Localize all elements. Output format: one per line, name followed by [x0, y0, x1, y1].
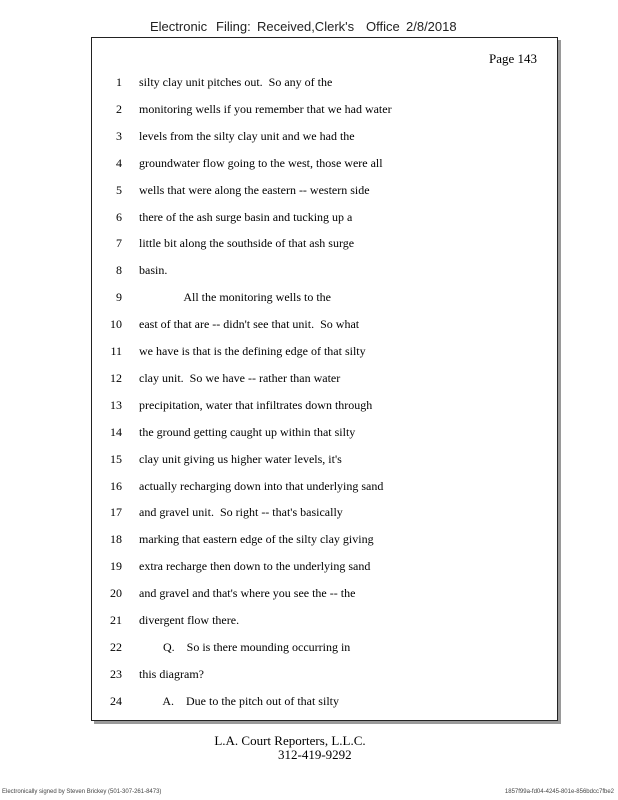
line-number: 16 — [110, 478, 122, 493]
electronic-signature-note: Electronically signed by Steven Brickey (501-307-261-8473) — [2, 789, 162, 795]
line-text: A. Due to the pitch out of that silty — [139, 693, 339, 708]
line-number: 9 — [116, 290, 122, 305]
page-number: Page 143 — [488, 51, 537, 66]
reporter-phone: 312-419-9292 — [278, 747, 352, 762]
line-text: basin. — [139, 263, 168, 278]
line-text: extra recharge then down to the underlying sand — [139, 559, 371, 574]
line-text: this diagram? — [139, 666, 204, 681]
line-number: 11 — [110, 344, 122, 358]
filing-header-filing: Filing: — [216, 19, 251, 34]
transcript-line — [92, 99, 557, 119]
line-text: wells that were along the eastern -- western side — [139, 182, 370, 197]
line-text: the ground getting caught up within that silty — [139, 424, 356, 439]
line-number: 2 — [116, 101, 122, 116]
line-number: 18 — [110, 532, 122, 547]
transcript-line — [92, 233, 557, 253]
line-number: 19 — [110, 559, 122, 574]
line-text: east of that are -- didn't see that unit. So what — [139, 317, 360, 332]
line-number: 24 — [110, 693, 122, 708]
transcript-line — [92, 502, 557, 522]
line-text: Q. So is there mounding occurring in — [139, 639, 351, 654]
line-number: 6 — [116, 209, 122, 224]
transcript-line — [92, 287, 557, 307]
line-text: clay unit giving us higher water levels, it's — [139, 451, 342, 466]
transcript-page — [91, 37, 558, 721]
line-text: silty clay unit pitches out. So any of the — [139, 75, 333, 89]
line-text: and gravel unit. So right -- that's basically — [139, 505, 343, 520]
line-number: 10 — [110, 317, 122, 332]
line-text: levels from the silty clay unit and we had the — [139, 128, 355, 143]
line-text: divergent flow there. — [139, 613, 240, 627]
transcript-line — [92, 556, 557, 576]
transcript-line — [92, 153, 557, 173]
line-number: 23 — [110, 666, 122, 681]
line-number: 4 — [116, 155, 122, 170]
transcript-line — [92, 529, 557, 549]
line-number: 14 — [110, 424, 122, 439]
line-number: 15 — [110, 451, 122, 466]
transcript-line — [92, 664, 557, 684]
transcript-line — [92, 314, 557, 334]
transcript-line — [92, 449, 557, 469]
transcript-line — [92, 610, 557, 630]
transcript-line — [92, 341, 557, 361]
line-number: 8 — [116, 263, 122, 278]
line-text: actually recharging down into that underlying sand — [139, 478, 384, 493]
transcript-line — [92, 260, 557, 280]
transcript-line — [92, 72, 557, 92]
transcript-line — [92, 126, 557, 146]
line-text: there of the ash surge basin and tucking up a — [139, 209, 353, 224]
transcript-line — [92, 207, 557, 227]
line-number: 17 — [110, 505, 122, 520]
reporter-name: L.A. Court Reporters, L.L.C. — [214, 733, 366, 748]
transcript-line — [92, 422, 557, 442]
line-number: 21 — [110, 613, 122, 627]
transcript-line — [92, 637, 557, 657]
line-text: clay unit. So we have -- rather than water — [139, 370, 341, 385]
transcript-line — [92, 691, 557, 711]
document-hash: 1857f99a-fd04-4245-801e-856bdcc7fbe2 — [504, 789, 614, 795]
line-number: 5 — [116, 182, 122, 197]
line-text: little bit along the southside of that ash surge — [139, 236, 355, 251]
line-text: groundwater flow going to the west, those were all — [139, 155, 383, 170]
transcript-line — [92, 583, 557, 603]
line-number: 20 — [110, 586, 122, 601]
transcript-line — [92, 180, 557, 200]
line-text: we have is that is the defining edge of that silty — [139, 344, 366, 358]
filing-header — [0, 19, 618, 37]
transcript-line — [92, 395, 557, 415]
line-text: marking that eastern edge of the silty clay giving — [139, 532, 374, 547]
line-number: 7 — [116, 236, 122, 251]
line-text: All the monitoring wells to the — [139, 290, 331, 305]
line-number: 13 — [110, 397, 122, 412]
transcript-line — [92, 476, 557, 496]
transcript-line — [92, 368, 557, 388]
line-text: precipitation, water that infiltrates down through — [139, 397, 373, 412]
filing-header-electronic: Electronic — [150, 19, 208, 34]
filing-header-office: Office — [366, 19, 400, 34]
line-number: 3 — [116, 128, 122, 143]
line-number: 22 — [110, 639, 122, 654]
line-number: 1 — [116, 75, 122, 89]
filing-header-received: Received,Clerk's — [257, 19, 355, 34]
line-text: and gravel and that's where you see the -- the — [139, 586, 356, 601]
line-number: 12 — [110, 370, 122, 385]
filing-header-date: 2/8/2018 — [406, 19, 457, 34]
line-text: monitoring wells if you remember that we had water — [139, 101, 392, 116]
